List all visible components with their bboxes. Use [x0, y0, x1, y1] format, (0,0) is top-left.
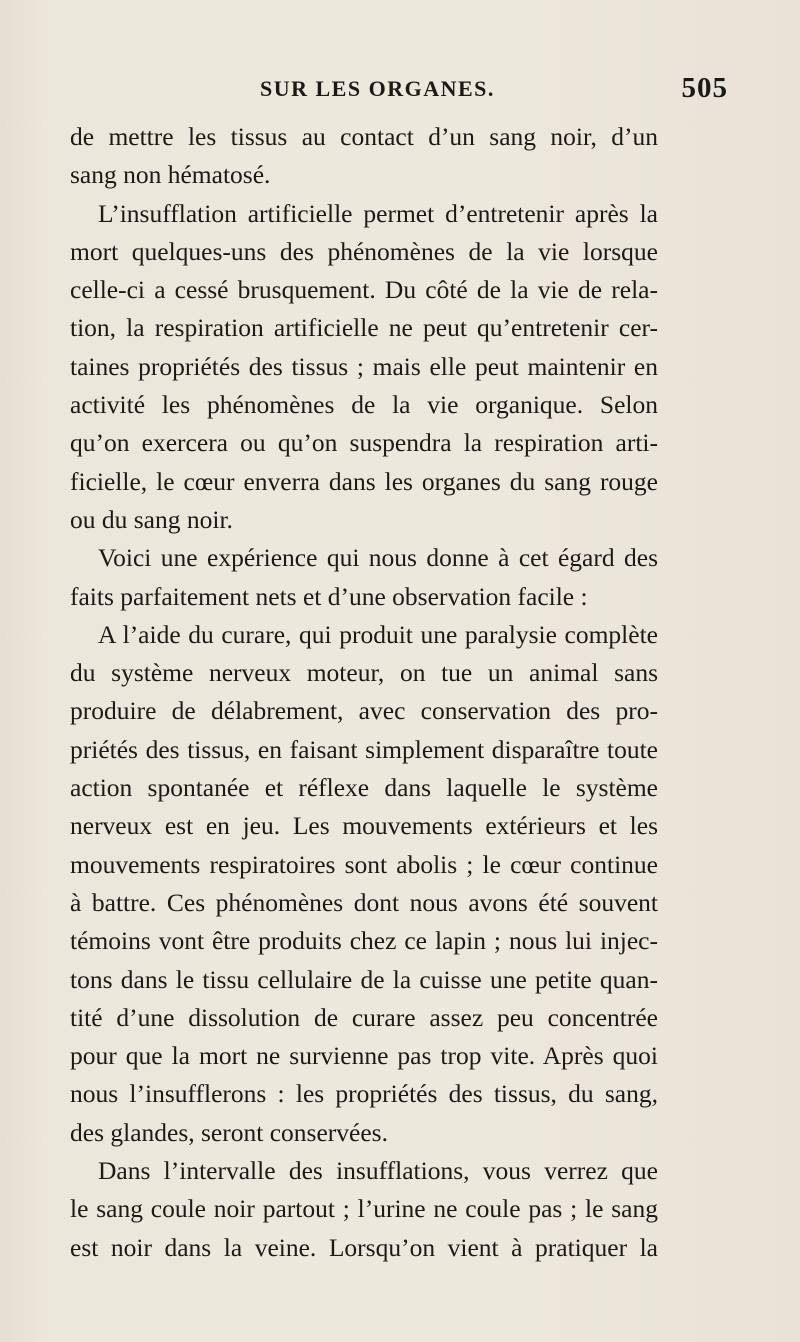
- text-line: pour que la mort ne survienne pas trop vite. Après quoi: [70, 1041, 658, 1071]
- text-line: ficielle, le cœur enverra dans les organes du sang rouge: [70, 466, 658, 496]
- text-line: qu’on exercera ou qu’on suspendra la respiration arti-: [70, 428, 658, 458]
- text-line: faits parfaitement nets et d’une observation facile :: [70, 581, 588, 611]
- text-line: tité d’une dissolution de curare assez peu concentrée: [70, 1002, 658, 1032]
- text-line: ou du sang noir.: [70, 504, 233, 534]
- text-line: à battre. Ces phénomènes dont nous avons été souvent: [70, 887, 658, 917]
- text-line: taines propriétés des tissus ; mais elle peut maintenir en: [70, 351, 658, 381]
- text-line: mouvements respiratoires sont abolis ; le cœur continue: [70, 849, 658, 879]
- text-line: priétés des tissus, en faisant simplement disparaître toute: [70, 734, 658, 764]
- text-line: tion, la respiration artificielle ne peut qu’entretenir cer-: [70, 313, 658, 343]
- text-line: de mettre les tissus au contact d’un sang noir, d’un: [70, 122, 658, 151]
- text-line: du système nerveux moteur, on tue un animal sans: [70, 658, 658, 688]
- text-line: A l’aide du curare, qui produit une paralysie complète: [98, 619, 658, 649]
- running-title: SUR LES ORGANES.: [260, 76, 495, 101]
- text-line: le sang coule noir partout ; l’urine ne coule pas ; le sang: [70, 1194, 658, 1224]
- text-line: des glandes, seront conservées.: [70, 1117, 388, 1147]
- text-line: témoins vont être produits chez ce lapin ; nous lui injec-: [70, 926, 658, 956]
- text-line: action spontanée et réflexe dans laquelle le système: [70, 773, 658, 803]
- body-text: [70, 118, 658, 1267]
- text-line: activité les phénomènes de la vie organique. Selon: [70, 390, 658, 420]
- text-line: Dans l’intervalle des insufflations, vous verrez que: [98, 1156, 658, 1186]
- text-line: celle-ci a cessé brusquement. Du côté de la vie de rela-: [70, 275, 658, 305]
- text-line: nous l’insufflerons : les propriétés des tissus, du sang,: [70, 1079, 658, 1109]
- text-line: produire de délabrement, avec conservation des pro-: [70, 696, 658, 726]
- text-line: nerveux est en jeu. Les mouvements extérieurs et les: [70, 811, 658, 841]
- text-line: tons dans le tissu cellulaire de la cuisse une petite quan-: [70, 964, 658, 994]
- text-line: L’insufflation artificielle permet d’entretenir après la: [98, 198, 658, 228]
- page-number: 505: [681, 72, 728, 104]
- text-line: sang non hématosé.: [70, 160, 271, 190]
- text-line: est noir dans la veine. Lorsqu’on vient à pratiquer la: [70, 1232, 658, 1262]
- text-line: mort quelques-uns des phénomènes de la vie lorsque: [70, 236, 658, 266]
- running-head: [70, 72, 730, 110]
- text-line: Voici une expérience qui nous donne à cet égard des: [98, 543, 658, 573]
